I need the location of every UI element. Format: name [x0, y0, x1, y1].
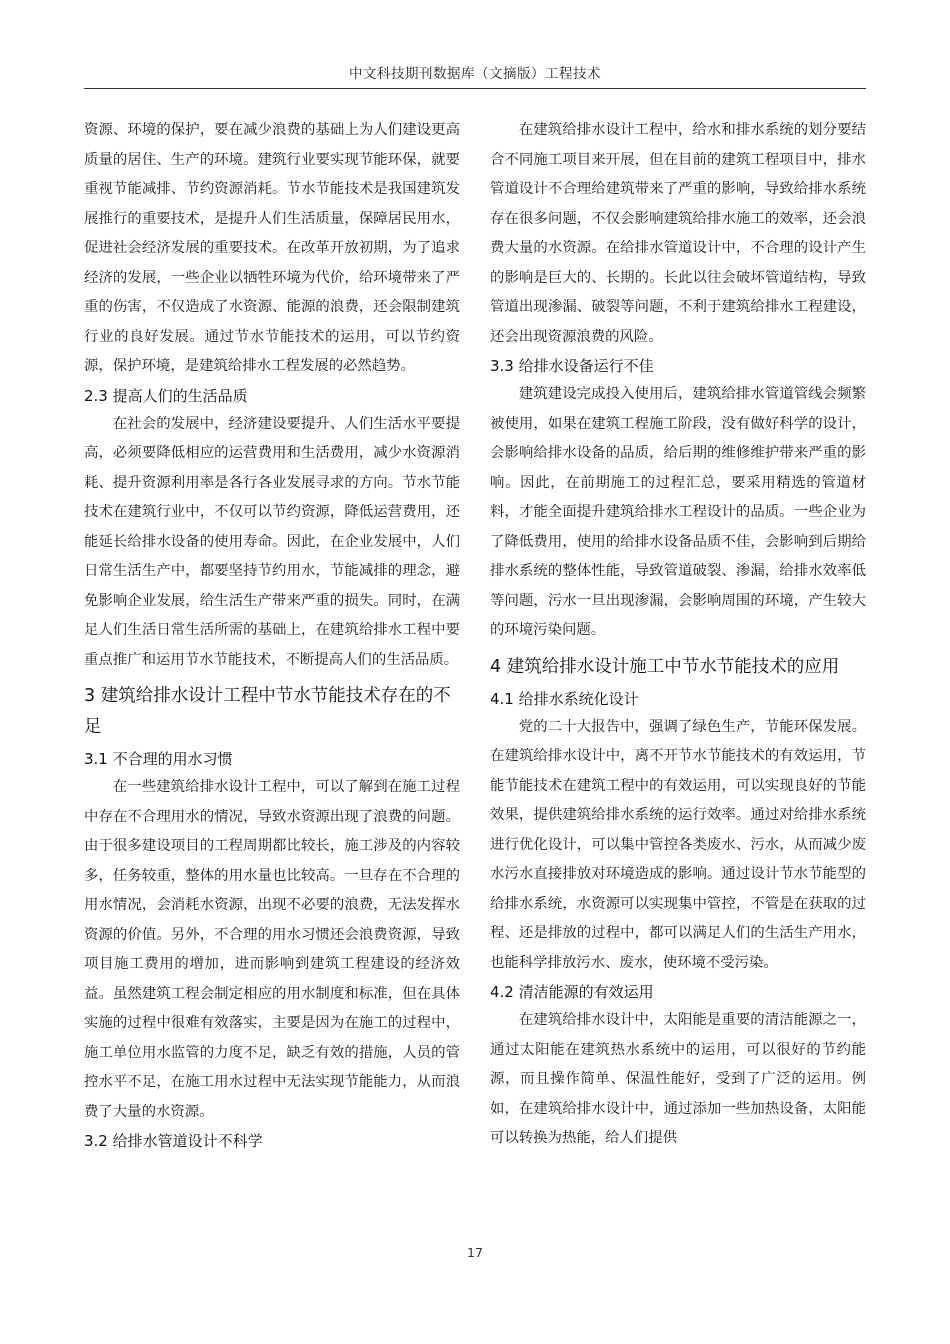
paragraph-2-3: 在社会的发展中，经济建设要提升、人们生活水平要提高，必须要降低相应的运营费用和生活费用，减少水资源消耗、提升资源利用率是各行各业发展寻求的方向。节水节能技术在建筑行业中，不仅可以节约资源，降低运营费用，还能延长给排水设备的使用寿命。因此，在企业发展中，人们日常生活生产中，都要坚持节约用水，节能减排的理念，避免影响企业发展，给生活生产带来严重的损失。同时，在满足人们生活日常生活所需的基础上，在建筑给排水工程中要重点推广和运用节水节能技术，不断提高人们的生活品质。 [84, 415, 460, 668]
section-heading-4: 4 建筑给排水设计施工中节水节能技术的应用 [490, 656, 840, 677]
page-number: 17 [467, 1245, 483, 1260]
paragraph-3-2: 在建筑给排水设计工程中，给水和排水系统的划分要结合不同施工项目来开展，但在目前的建筑工程项目中，排水管道设计不合理给建筑带来了严重的影响，导致给排水系统存在很多问题，不仅会影响建筑给排水施工的效率，还会浪费大量的水资源。在给排水管道设计中，不合理的设计产生的影响是巨大的、长期的。长此以往会破坏管道结构，导致管道出现渗漏、破裂等问题，不利于建筑给排水工程建设，还会出现资源浪费的风险。 [490, 122, 866, 345]
paragraph-4-2: 在建筑给排水设计中，太阳能是重要的清洁能源之一，通过太阳能在建筑热水系统中的运用，可以很好的节约能源，而且操作简单、保温性能好，受到了广泛的运用。例如，在建筑给排水设计中，通过添加一些加热设备，太阳能可以转换为热能，给人们提供 [490, 1012, 866, 1146]
section-heading-3-3: 3.3 给排水设备运行不佳 [490, 357, 654, 375]
section-heading-4-1: 4.1 给排水系统化设计 [490, 689, 639, 708]
right-column [490, 116, 866, 1154]
paragraph-4-1: 党的二十大报告中，强调了绿色生产，节能环保发展。在建筑给排水设计中，离不开节水节能技术的有效运用，节能节能技术在建筑工程中的有效运用，可以实现良好的节能效果，提供建筑给排水系统的运行效率。通过对给排水系统进行优化设计，可以集中管控各类废水、污水，从而减少废水污水直接排放对环境造成的影响。通过设计节水节能型的给排水系统，水资源可以实现集中管控，不管是在获取的过程、还是排放的过程中，都可以满足人们的生活生产用水，也能科学排放污水、废水，使环境不受污染。 [490, 718, 866, 971]
paragraph-3-3: 建筑建设完成投入使用后，建筑给排水管道管线会频繁被使用，如果在建筑工程施工阶段，没有做好科学的设计，会影响给排水设备的品质，给后期的维修维护带来严重的影响。因此，在前期施工的过程汇总，要采用精选的管道材料，才能全面提升建筑给排水工程设计的品质。一些企业为了降低费用，使用的给排水设备品质不佳，会影响到后期给排水系统的整体性能，导致管道破裂、渗漏，给排水效率低等问题，污水一旦出现渗漏，会影响周围的环境，产生较大的环境污染问题。 [490, 386, 866, 638]
section-heading-3: 3 建筑给排水设计工程中节水节能技术存在的不足 [84, 686, 451, 737]
left-column [84, 116, 460, 1155]
paragraph-3-1: 在一些建筑给排水设计工程中，可以了解到在施工过程中存在不合理用水的情况，导致水资源出现了浪费的问题。由于很多建设项目的工程周期都比较长，施工涉及的内容较多，任务较重，整体的用水量也比较高。一旦存在不合理的用水情况，会消耗水资源，出现不必要的浪费，无法发挥水资源的价值。另外，不合理的用水习惯还会浪费资源，导致项目施工费用的增加，进而影响到建筑工程建设的经济效益。虽然建筑工程会制定相应的用水制度和标准，但在具体实施的过程中很难有效落实，主要是因为在施工的过程中，施工单位用水监管的力度不足，缺乏有效的措施，人员的管控水平不足，在施工用水过程中无法实现节能能力，从而浪费了大量的水资源。 [84, 779, 460, 1120]
section-heading-4-2: 4.2 清洁能源的有效运用 [490, 983, 654, 1001]
header-rule [84, 88, 866, 89]
section-heading-3-2: 3.2 给排水管道设计不科学 [84, 1132, 263, 1150]
journal-header: 中文科技期刊数据库（文摘版）工程技术 [349, 66, 601, 82]
paragraph-intro-continued: 资源、环境的保护，要在减少浪费的基础上为人们建设更高质量的居住、生产的环境。建筑行业要实现节能环保，就要重视节能减排、节约资源消耗。节水节能技术是我国建筑发展推行的重要技术，是提升人们生活质量，保障居民用水，促进社会经济发展的重要技术。在改革开放初期，为了追求经济的发展，一些企业以牺牲环境为代价，给环境带来了严重的伤害，不仅造成了水资源、能源的浪费，还会限制建筑行业的良好发展。通过节水节能技术的运用，可以节约资源，保护环境，是建筑给排水工程发展的必然趋势。 [84, 122, 460, 374]
section-heading-3-1: 3.1 不合理的用水习惯 [84, 750, 233, 768]
section-heading-2-3: 2.3 提高人们的生活品质 [84, 386, 248, 405]
